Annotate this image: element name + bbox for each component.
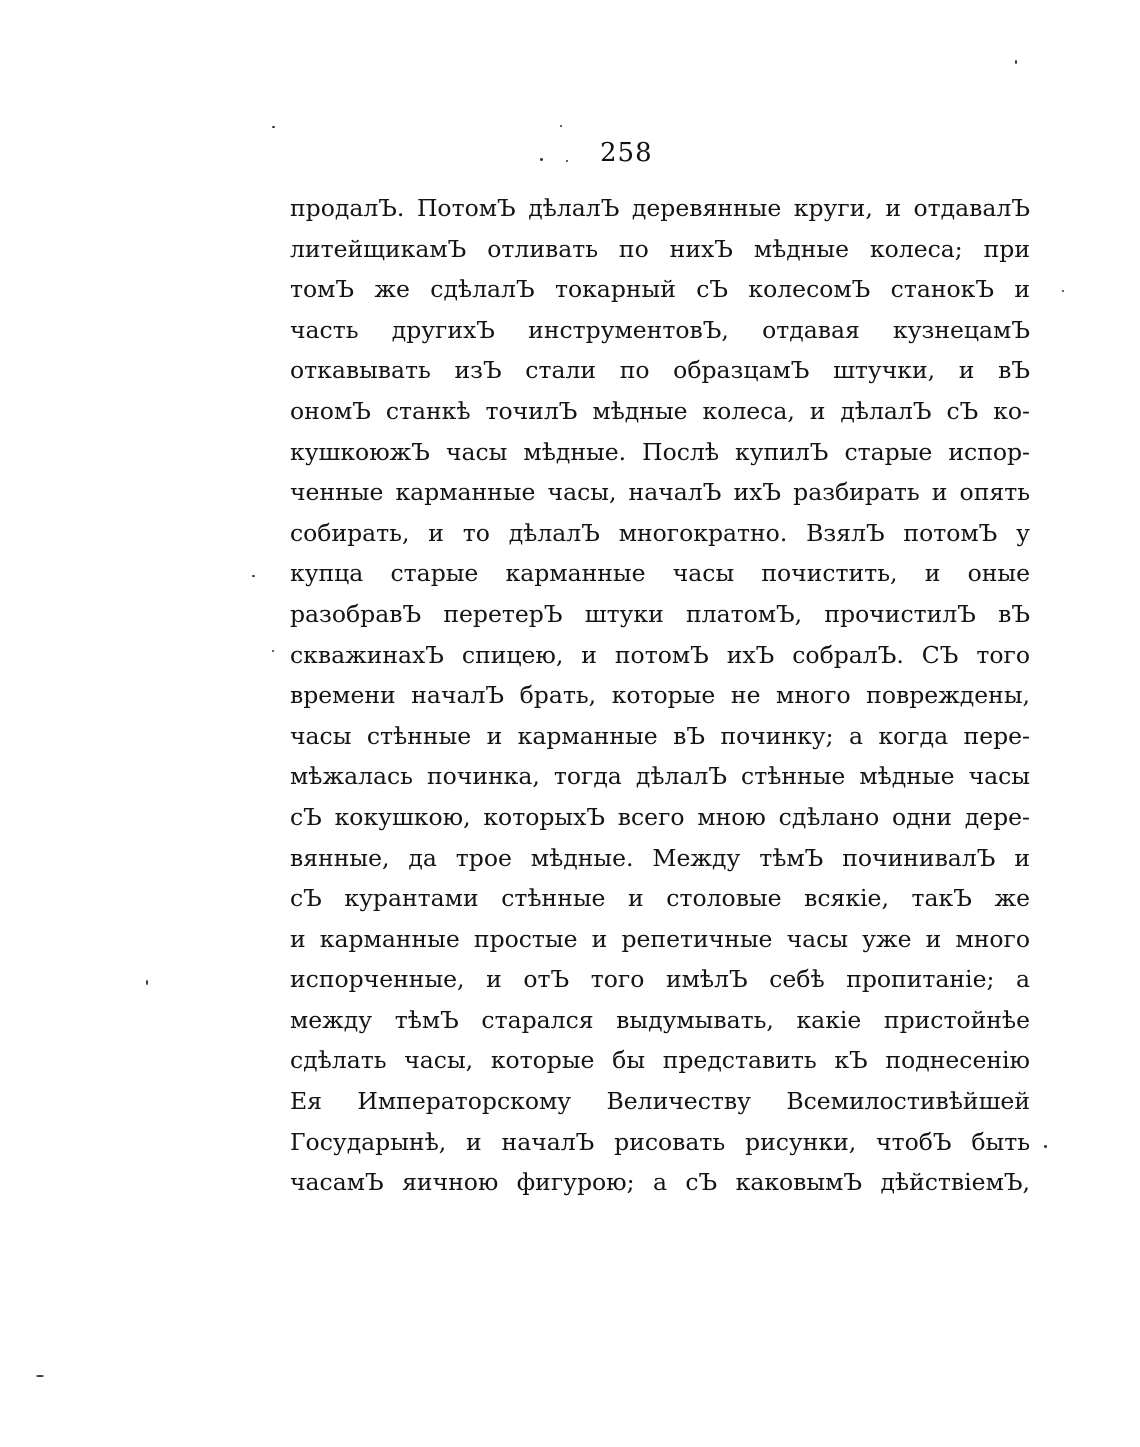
- text-line: вянные, да трое мѣдные. Между тѣмЪ починивалЪ и: [290, 843, 1030, 872]
- text-line: мѣжалась починка, тогда дѣлалЪ стѣнные мѣдные часы: [290, 762, 1030, 791]
- text-line: сЪ кокушкою, которыхЪ всего мною сдѣлано одни дере-: [290, 802, 1030, 831]
- scan-speck: [146, 980, 148, 985]
- scan-speck: [272, 650, 274, 652]
- text-line: сЪ курантами стѣнные и столовые всякіе, такЪ же: [290, 884, 1030, 913]
- scan-speck: [560, 125, 562, 127]
- text-line: и карманные простые и репетичные часы уже и много: [290, 924, 1030, 953]
- text-line: собирать, и то дѣлалЪ многократно. ВзялЪ потомЪ у: [290, 518, 1030, 547]
- scan-speck: [36, 1375, 44, 1377]
- text-line: сдѣлать часы, которые бы представить кЪ поднесенію: [290, 1046, 1030, 1075]
- text-line: между тѣмЪ старался выдумывать, какіе пристойнѣе: [290, 1005, 1030, 1034]
- scan-speck: [272, 126, 275, 128]
- text-line: Ея Императорскому Величеству Всемилостивѣйшей: [290, 1087, 1030, 1116]
- scan-speck: [1015, 60, 1017, 64]
- text-line: купца старые карманные часы почистить, и оные: [290, 559, 1030, 588]
- text-line: часамЪ яичною фигурою; а сЪ каковымЪ дѣйствіемЪ,: [290, 1168, 1030, 1197]
- text-line: скважинахЪ спицею, и потомЪ ихЪ собралЪ. СЪ того: [290, 640, 1030, 669]
- text-line: часы стѣнные и карманные вЪ починку; а когда пере-: [290, 721, 1030, 750]
- scan-speck: [540, 158, 543, 161]
- scan-speck: [566, 160, 568, 162]
- text-line: часть другихЪ инструментовЪ, отдавая кузнецамЪ: [290, 315, 1030, 344]
- text-line: разобравЪ перетерЪ штуки платомЪ, прочистилЪ вЪ: [290, 599, 1030, 628]
- text-line: Государынѣ, и началЪ рисовать рисунки, чтобЪ быть: [290, 1127, 1030, 1156]
- text-line: ономЪ станкѣ точилЪ мѣдные колеса, и дѣлалЪ сЪ ко-: [290, 396, 1030, 425]
- text-line: кушкоюжЪ часы мѣдные. Послѣ купилЪ старые испор-: [290, 437, 1030, 466]
- scan-speck: [1044, 1145, 1047, 1148]
- text-line: ченные карманные часы, началЪ ихЪ разбирать и опять: [290, 478, 1030, 507]
- text-line: томЪ же сдѣлалЪ токарный сЪ колесомЪ станокЪ и: [290, 275, 1030, 304]
- text-line: испорченные, и отЪ того имѣлЪ себѣ пропитаніе; а: [290, 965, 1030, 994]
- text-line: литейщикамЪ отливать по нихЪ мѣдные колеса; при: [290, 234, 1030, 263]
- body-text: [290, 188, 1030, 1203]
- scan-speck: [1062, 290, 1064, 292]
- text-line: времени началЪ брать, которые не много повреждены,: [290, 681, 1030, 710]
- scan-speck: [252, 575, 255, 577]
- page-number: 258: [600, 138, 653, 168]
- text-line: продалЪ. ПотомЪ дѣлалЪ деревянные круги, и отдавалЪ: [290, 194, 1030, 222]
- text-line: откавывать изЪ стали по образцамЪ штучки, и вЪ: [290, 356, 1030, 385]
